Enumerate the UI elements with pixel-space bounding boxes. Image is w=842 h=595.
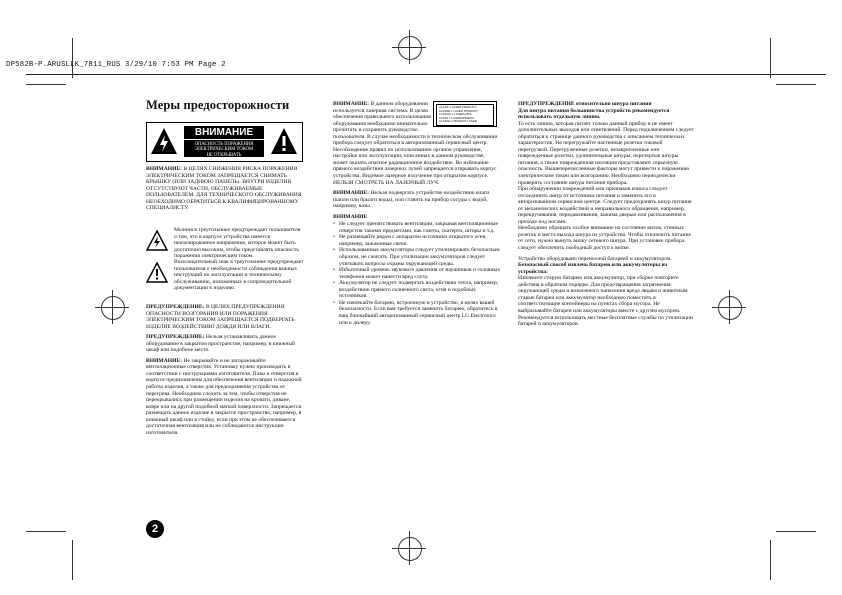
crop-mark [72,38,73,78]
water-caution-label: ВНИМАНИЕ: [333,190,370,197]
caution-text: В ЦЕЛЯХ СНИЖЕНИЯ РИСКА ПОРАЖЕНИЯ ЭЛЕКТРИЧЕСКИМ ТОКОМ ЗАПРЕЩАЕТСЯ СНИМАТЬ КРЫШКУ (ИЛИ ЗАДНЮЮ ПАНЕЛЬ). ВНУТРИ ИЗДЕЛИЯ ОТСУТСТВУЮТ ЧАСТИ, ОБСЛУЖИВАЕМЫЕ ПОЛЬЗОВАТЕЛЕМ. ДЛЯ ТЕХНИЧЕСКОГО ОБСЛУЖИВАНИЯ НЕОБХОДИМО ОБРАТИТЬСЯ К КВАЛИФИЦИРОВАННОМУ СПЕЦИАЛИСТУ. [146,166,302,212]
caution-box [146,122,303,162]
laser-label-line: KLASS 1 LASERAPPARAT [439,115,475,120]
registration-mark-icon [718,296,742,320]
header-rule [26,74,826,75]
enclosure-warning-label: ПРЕДУПРЕЖДЕНИЕ: [146,334,205,341]
list-item: • Не извлекайте батарею, встроенную в устройство, в целях вашей безопасности. Если вам требуется заменить батарею, обратитесь в ваш ближайший авторизованный сервисный центр LG Electronics или к дилеру. [333,300,501,326]
crop-mark [776,531,816,532]
crop-mark [770,540,771,580]
crop-mark [770,38,771,78]
list-item: • Аккумулятор не следует подвергать воздействию тепла, например, воздействию прямого солнечного света, огня и подобных источников. [333,280,501,300]
exclamation-symbol-text: Восклицательный знак в треугольнике предупреждает пользователя о необходимости соблюдения важных инструкций по эксплуатации и техническому обслуживанию, изложенных в сопроводительной документации к изделию. [174,259,304,292]
registration-mark-icon [398,537,422,561]
laser-label-line: CLASS 1 LASER PRODUCT [439,105,477,109]
water-caution-text: Нельзя подвергать устройство воздействию влаги (капли или брызги воды), или ставить на прибор сосуды с водой, например, вазы. [333,190,490,210]
battery-removal-heading: Безопасный способ извлечь батарею или аккумуляторы из устройства: [518,262,667,275]
middle-column-text [333,101,501,326]
caution-paragraph [146,166,304,212]
power-cord-text-3: Необходимо обращать особое внимание на состояние вилок, стенных розеток и места выхода шнура из устройства. Чтобы отключить питание от сети, нужно вынуть вилку сетевого шнура. При установке прибора следует обеспечить свободный доступ к вилке. [518,225,691,252]
exclamation-triangle-icon [146,262,168,284]
registration-mark-icon [398,36,422,60]
laser-label-line: CLASSE 1 PRODUIT LASER [439,119,477,124]
page-title: Меры предосторожности [146,98,290,112]
laser-caution-body: В данном оборудовании используется лазерная система. В целях обеспечения правильного использования оборудования необходимо внимательно прочитать и сохранить руководство пользователя. В случае необходимости в техническом обслуживании прибора следует обратиться в авторизованный сервисный центр. Несоблюдение правил по использованию органов управления, настройке или эксплуатации, описанных в данном руководстве, может оказать опасное радиационное воздействие. Во избежание прямого воздействия лазерных лучей запрещается открывать корпус устройства. Видимое лазерное излучение при открытом корпусе. НЕЛЬЗЯ СМОТРЕТЬ НА ЛАЗЕРНЫЙ ЛУЧ. [333,101,498,186]
lightning-symbol-text: Молния в треугольнике предупреждает пользователя о том, что в корпусе устройства имеется неизолированное напряжение, которое может быть достаточно высоким, чтобы представлять опасность поражения электрическим током. [174,227,301,260]
registration-crosshair [95,307,129,308]
moisture-warning-text: В ЦЕЛЯХ ПРЕДУПРЕЖДЕНИЯ ОПАСНОСТИ ВОЗГОРАНИЯ ИЛИ ПОРАЖЕНИЯ ЭЛЕКТРИЧЕСКИМ ТОКОМ ЗАПРЕЩАЕТСЯ ПОДВЕРГАТЬ ИЗДЕЛИЕ ВОЗДЕЙСТВИЮ ДОЖДЯ ИЛИ ВЛАГИ. [146,304,295,330]
enclosure-warning [146,334,304,354]
registration-crosshair [392,548,426,549]
lightning-triangle-icon [146,230,168,252]
caution-sub-1: ОПАСНОСТЬ ПОРАЖЕНИЯ [194,142,254,147]
crop-mark [26,84,66,85]
print-job-header: DP582B-P.ARUSLLK_7811_RUS 3/29/10 7:53 PM Page 2 [6,61,226,69]
power-cord-heading: ПРЕДУПРЕЖДЕНИЕ относительно шнура питания [518,101,652,107]
battery-text: Устройство оборудовано переносной батареей и аккумулятором. [518,255,672,262]
caution-list [333,221,501,326]
caution-sub-2: ЭЛЕКТРИЧЕСКИМ ТОКОМ [194,147,254,153]
laser-label-line: LUOKAN 1 LASERLAITE [439,112,472,117]
moisture-warning-label: ПРЕДУПРЕЖДЕНИЕ: [146,304,205,310]
left-column-lower [146,304,304,440]
lightning-warning-icon [150,126,178,156]
water-caution [333,190,501,210]
caution-sub-3: НЕ ОТКРЫВАТЬ [206,152,242,158]
list-item: • Использованные аккумуляторы следует утилизировать безопасным образом, не сжигать. При утилизации аккумуляторов следует учитывать вопросы охраны окружающей среды. [333,247,501,267]
caution-label [184,126,264,157]
list-item: • Избыточный уровень звукового давления от наушников и головных телефонов может нанести вред слуху. [333,267,501,280]
power-cord-text-1: То есть линию, которая питает только данный прибор и не имеет дополнительных выходов или ответвлений. Перед подключением следует обратиться к странице данного руководства с описанием технических характеристик. Не перегружайте настенные розетки токовой перегрузкой. Перегруженные розетки, незакрепленные или поврежденные розетки, удлинительные шнуры, перетертые шнуры питания, а также поврежденная изоляция представляют серьезную опасность. Вышеперечисленные факторы могут привести к поражению электрическим током или возгоранию. Необходимо периодически проверять состояние шнура питания прибора. [518,120,694,186]
enclosure-warning-text: Нельзя устанавливать данное оборудование в закрытом пространстве, например, в книжный шкаф или подобное место. [146,334,296,354]
caution-list-heading: ВНИМАНИЕ [333,213,368,220]
exclamation-warning-icon [270,126,298,156]
power-cord-text-2: При обнаружении повреждений или признаков износа следует отсоединить шнур от источника питания и заменить его в авторизованном сервисном центре. Следует предохранять шнур питания от механических воздействий и неправильного обращения, например, перекручивания, передавливания, зажима дверью или расположения в проходе под ногами. [518,186,692,225]
moisture-warning [146,304,304,330]
ventilation-caution [146,358,304,437]
registration-mark-icon [101,296,125,320]
list-item: • Не размещайте рядом с аппаратом источники открытого огня, например, зажженные свечи. [333,234,501,247]
ventilation-caution-text: Не закрывайте и не загораживайте вентиляционные отверстия. Установку нужно производить в соответствии с инструкциями изготовителя. Пазы и отверстия в корпусе предназначены для обеспечения вентиляции и надежной работы изделия, а также для предохранения устройства от перегрева. Необходимо следить за тем, чтобы отверстия не перекрывались при размещении изделия на кровати, диване, ковре или на другой подобной мягкой поверхности. Запрещается размещать данное изделие в закрытое пространство, например, в книжный шкаф или в стойку, если при этом не обеспечивается достаточная вентиляция или не соблюдаются инструкции изготовителя. [146,357,302,436]
crop-mark [26,531,66,532]
registration-crosshair [392,47,426,48]
left-column [146,166,304,216]
battery-removal-text: Извлеките старую батарею или аккумулятор, при сборке повторите действия в обратном порядке. Для предотвращения загрязнения окружающей среды и возможного нанесения вреда людям и животным старые батареи или аккумулятор необходимо поместить в соответствующие контейнеры на пунктах сбора мусора. Не выбрасывайте батареи или аккумуляторы вместе с другим мусором. Рекомендуется использовать местные бесплатные службы по утилизации батарей и аккумуляторов. [518,275,693,328]
label-float-space [431,101,501,131]
list-item: • Не следует препятствовать вентиляции, закрывая вентиляционные отверстия такими предметами, как газеты, скатерти, шторы и т.д. [333,221,501,234]
right-column [518,101,694,332]
laser-label-line: KLASSE 1 LASER PRODUKT [439,108,478,113]
registration-crosshair [712,307,746,308]
page-number-badge: 2 [146,520,164,538]
power-cord-subheading: Для шнура питания большинства устройств рекомендуется использовать отдельную линию. [518,107,670,121]
laser-caution-label-2: ВНИМАНИЕ: [333,101,370,107]
ventilation-caution-label: ВНИМАНИЕ: [146,357,183,364]
crop-mark [776,84,816,85]
crop-mark [72,540,73,580]
caution-heading: ВНИМАНИЕ [184,127,264,140]
caution-label-text: ВНИМАНИЕ: [146,166,183,172]
